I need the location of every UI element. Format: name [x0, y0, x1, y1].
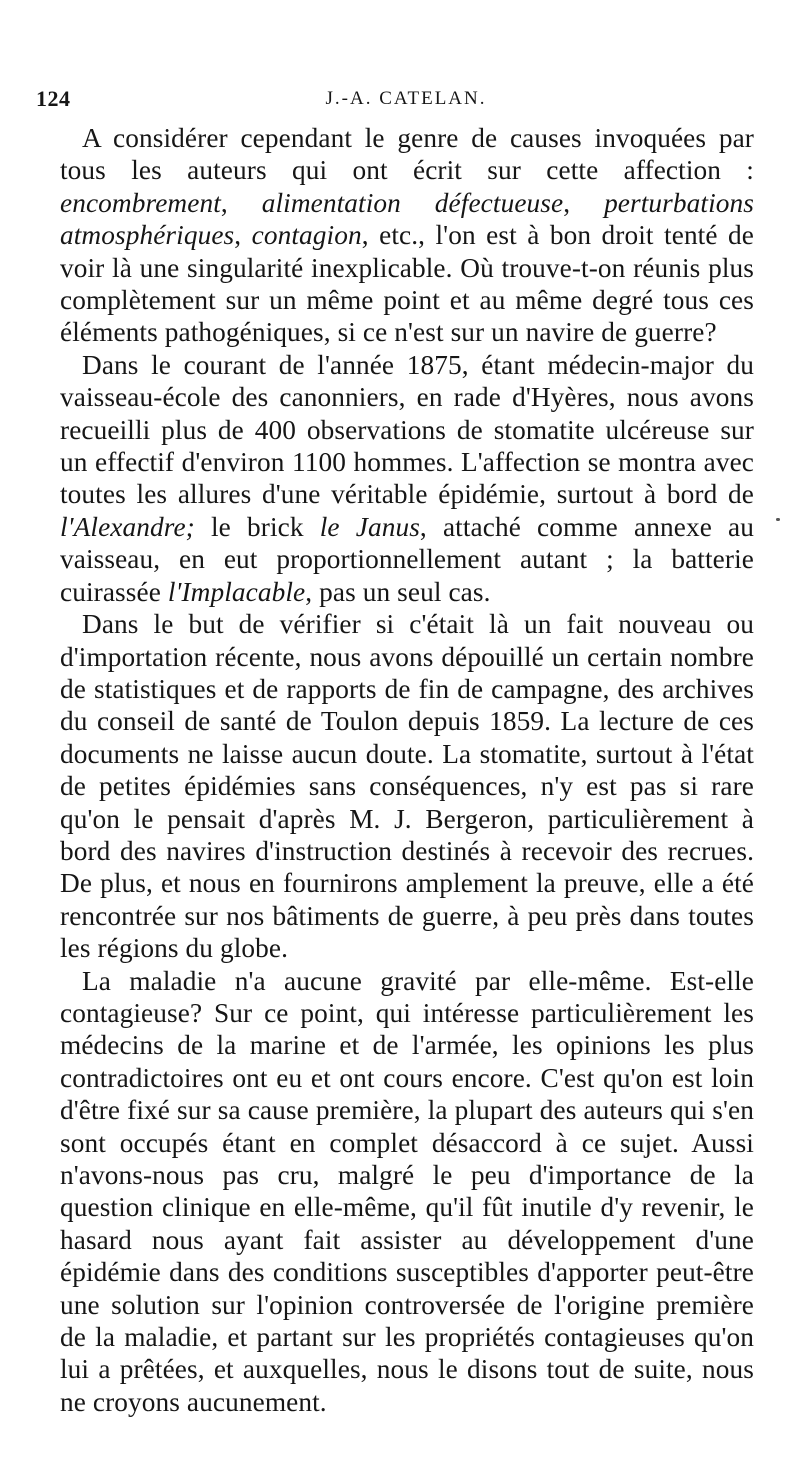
- text-run: ,: [563, 187, 605, 218]
- text-run: A considérer cependant le genre de causes invoquées par tous les auteurs qui ont écrit sur cette affection :: [60, 123, 754, 186]
- body-text: [60, 122, 754, 1418]
- text-run: Dans le but de vérifier si c'était là un fait nouveau ou d'importation récente, nous avons dépouillé un certain nombre de statistiques et de rapports de fin de campagne, des archives du conseil de santé de Toulon depuis 1859. La lecture de ces documents ne laisse aucun doute. La stomatite, surtout à l'état de petites épidémies sans conséquences, n'y est pas si rare qu'on le pensait d'après M. J. Bergeron, particulièrement à bord des navires d'instruction destinés à recevoir des recrues. De plus, et nous en fournirons amplement la preuve, elle a été rencontrée sur nos bâtiments de guerre, à peu près dans toutes les régions du globe.: [60, 609, 754, 964]
- text-run: La maladie n'a aucune gravité par elle-même. Est-elle contagieuse? Sur ce point, qui intéresse particulièrement les médecins de la marine et de l'armée, les opinions les plus contradictoires ont eu et ont cours encore. C'est qu'on est loin d'être fixé sur sa cause première, la plupart des auteurs qui s'en sont occupés étant en complet désaccord à ce sujet. Aussi n'avons-nous pas cru, malgré le peu d'importance de la question clinique en elle-même, qu'il fût inutile d'y revenir, le hasard nous ayant fait assister au développement d'une épidémie dans des conditions susceptibles d'apporter peut-être une solution sur l'opinion controversée de l'origine première de la maladie, et partant sur les propriétés contagieuses qu'on lui a prêtées, et auxquelles, nous le disons tout de suite, nous ne croyons aucunement.: [60, 965, 754, 1417]
- paragraph-3: [60, 608, 754, 964]
- margin-speck: [776, 518, 780, 521]
- italic-term-contagion: contagion: [251, 220, 362, 251]
- page-number: 124: [36, 86, 71, 111]
- text-run: , pas un seul cas.: [305, 576, 491, 607]
- paragraph-2: [60, 349, 754, 608]
- text-run: le brick: [194, 511, 320, 542]
- italic-term-alimentation: alimentation défectueuse: [261, 187, 564, 218]
- paragraph-4: [60, 965, 754, 1419]
- italic-ship-implacable: l'Implacable: [167, 576, 306, 607]
- text-run: Dans le courant de l'année 1875, étant médecin-major du vaisseau-école des canonniers, en rade d'Hyères, nous avons recueilli plus de 400 observations de stomatite ulcéreuse sur un effectif d'environ 1100 hommes. L'affection se montra avec toutes les allures d'une véritable épidémie, surtout à bord de: [60, 349, 754, 510]
- paragraph-1: [60, 122, 754, 349]
- text-run: ,: [220, 187, 262, 218]
- running-head: [36, 86, 776, 112]
- italic-term-perturbations: perturbations atmosphériques: [60, 187, 754, 251]
- italic-ship-alexandre: l'Alexandre;: [60, 511, 195, 542]
- running-title: J.-A. CATELAN.: [325, 88, 487, 109]
- italic-ship-janus: le Janus: [319, 511, 420, 542]
- text-run: , etc., l'on est à bon droit tenté de voir là une singularité inexplicable. Où trouve-t-on réunis plus complètement sur un même point et au même degré tous ces éléments pathogéniques, si ce n'est sur un navire de guerre?: [60, 220, 754, 348]
- text-run: , attaché comme annexe au vaisseau, en eut proportionnellement autant ; la batterie cuirassée: [60, 511, 754, 607]
- text-run: ,: [234, 220, 252, 251]
- italic-term-encombrement: encombrement: [60, 187, 221, 218]
